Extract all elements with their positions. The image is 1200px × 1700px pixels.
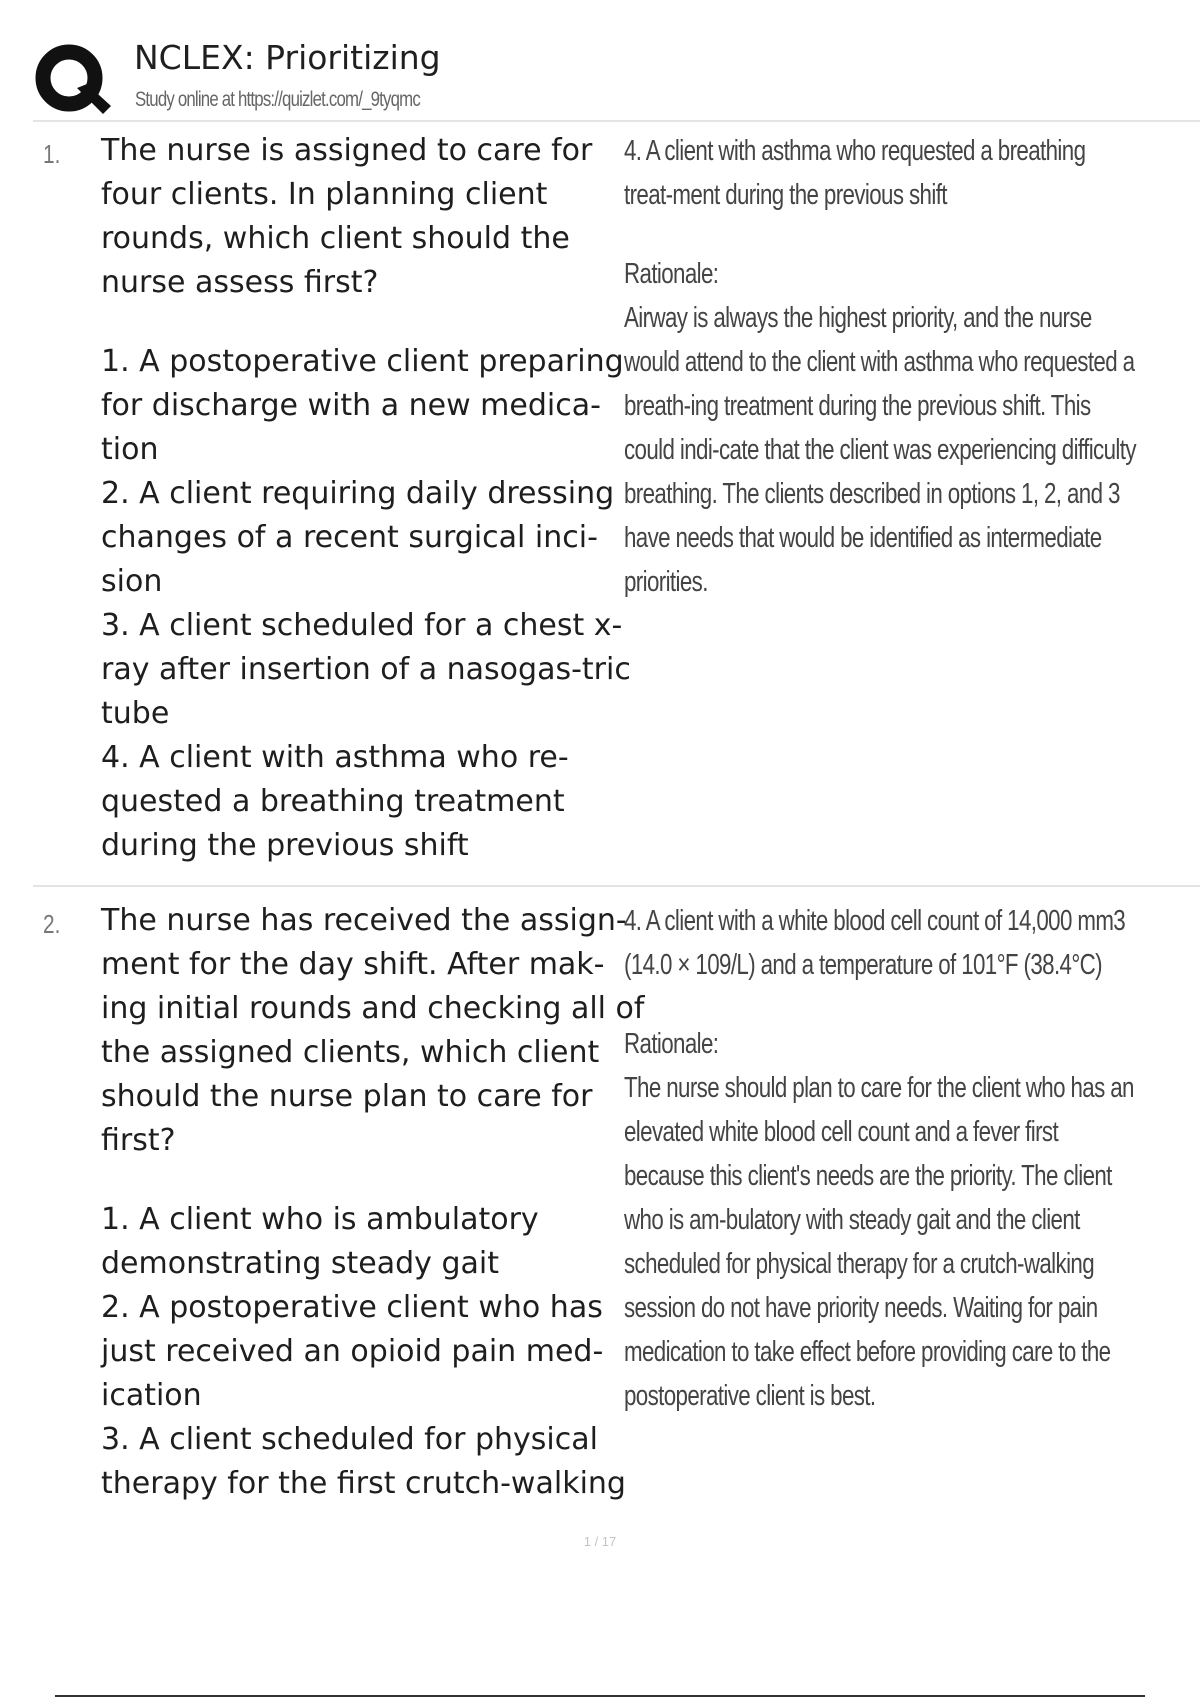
- page-title: NCLEX: Prioritizing: [134, 38, 441, 77]
- rationale-label: Rationale:: [624, 258, 719, 290]
- answer-option: 2. A client requiring daily dressing changes of a recent surgical inci-sion: [101, 476, 615, 599]
- rationale-text: Airway is always the highest priority, and the nurse would attend to the client with asthma who requested a breath-ing treatment during the previous shift. This could indi-cate that the client was experiencing difficulty breathing. The clients described in options 1, 2, and 3 have needs that would be identified as intermediate priorities.: [624, 302, 1136, 598]
- card-number: 2.: [43, 909, 61, 939]
- card-number: 1.: [43, 139, 61, 169]
- question-side: [101, 129, 646, 868]
- quizlet-q-logo-icon: [33, 40, 113, 120]
- question-stem: The nurse has received the assign-ment for the day shift. After mak-ing initial rounds and checking all of the assigned clients, which client should the nurse plan to care for first?: [101, 903, 645, 1158]
- answer-option: 3. A client scheduled for a chest x-ray after insertion of a nasogas-tric tube: [101, 608, 631, 731]
- rationale-label: Rationale:: [624, 1028, 719, 1060]
- answer-option: 1. A postoperative client preparing for discharge with a new medica-tion: [101, 344, 624, 467]
- document-header: [33, 36, 1200, 122]
- answer-option: 4. A client with asthma who re-quested a breathing treatment during the previous shift: [101, 740, 569, 863]
- flashcard-1: [33, 125, 1200, 887]
- correct-answer: 4. A client with asthma who requested a breathing treat-ment during the previous shift: [624, 135, 1086, 211]
- rationale-text: The nurse should plan to care for the client who has an elevated white blood cell count and a fever first because this client's needs are the priority. The client who is am-bulatory with steady gait and the client scheduled for physical therapy for a crutch-walking session do not have priority needs. Waiting for pain medication to take effect before providing care to the postoperative client is best.: [624, 1072, 1134, 1412]
- answer-option: 3. A client scheduled for physical therapy for the first crutch-walking: [101, 1422, 626, 1501]
- question-stem: The nurse is assigned to care for four clients. In planning client rounds, which client should the nurse assess first?: [101, 133, 593, 300]
- correct-answer: 4. A client with a white blood cell count of 14,000 mm3 (14.0 × 109/L) and a temperature of 101°F (38.4°C): [624, 905, 1126, 981]
- answer-side: [624, 899, 1138, 1418]
- answer-side: [624, 129, 1138, 604]
- study-online-link-text: Study online at https://quizlet.com/_9tyqmc: [135, 88, 420, 111]
- bottom-divider: [55, 1695, 1145, 1697]
- page-number: 1 / 17: [583, 1534, 617, 1549]
- flashcard-2: [33, 895, 1200, 1505]
- answer-option: 1. A client who is ambulatory demonstrating steady gait: [101, 1202, 539, 1281]
- answer-option: 2. A postoperative client who has just received an opioid pain med-ication: [101, 1290, 604, 1413]
- question-side: [101, 899, 646, 1506]
